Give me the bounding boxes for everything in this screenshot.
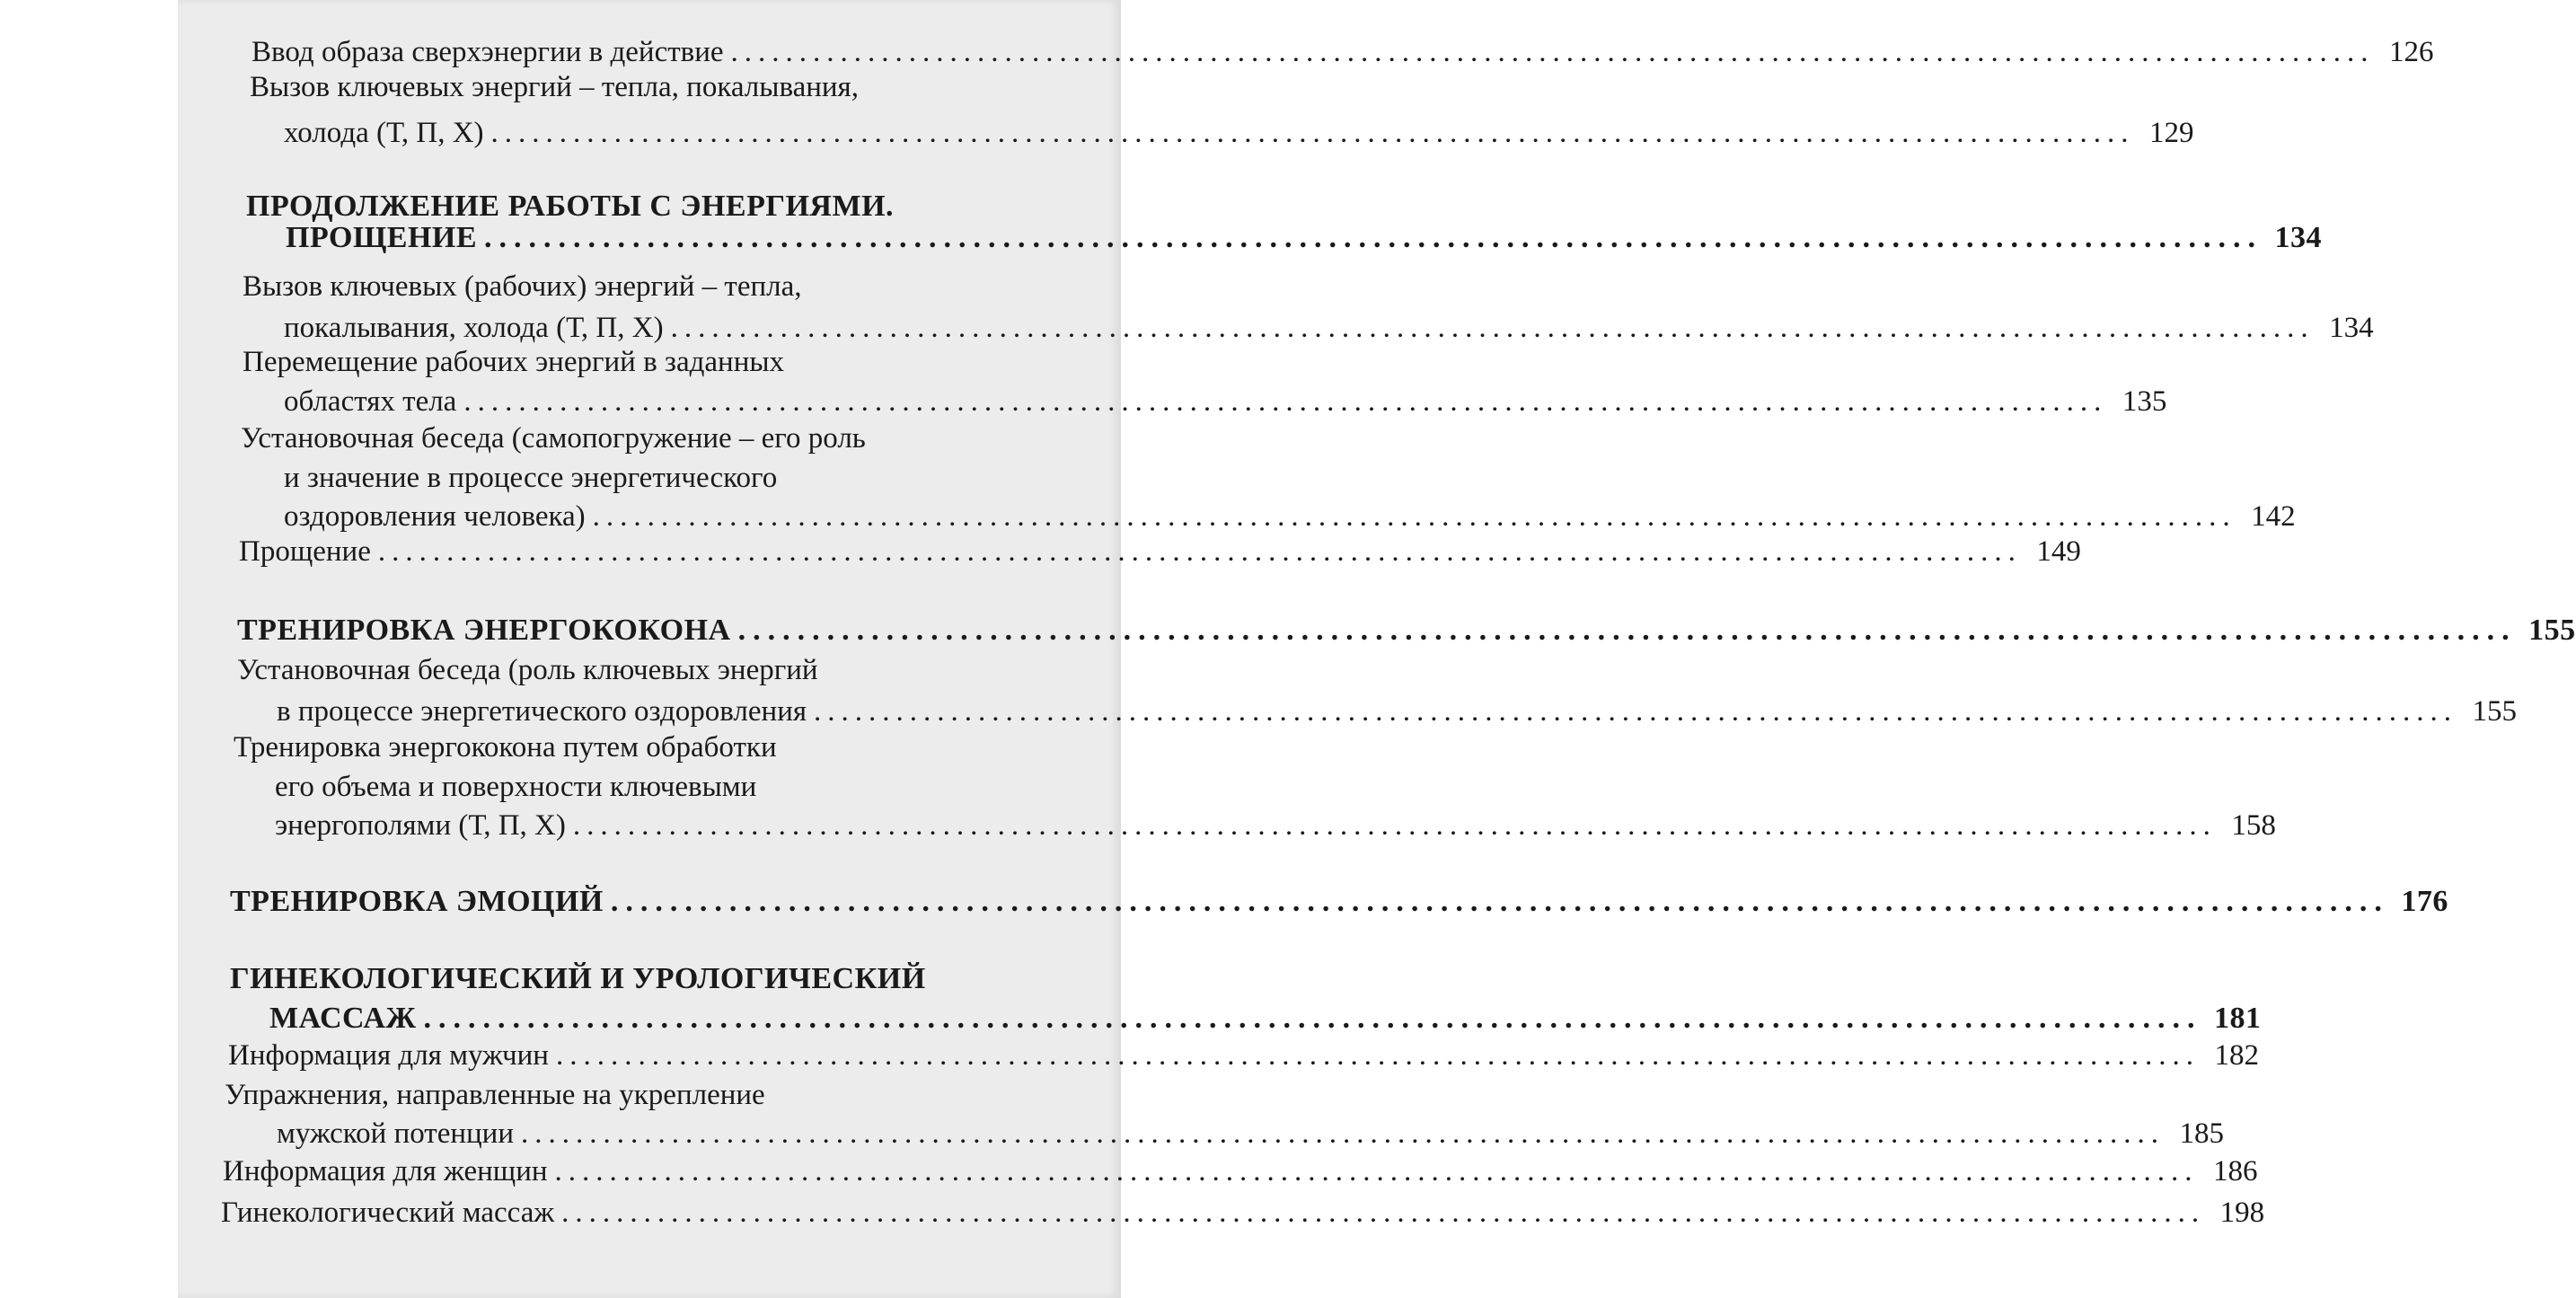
toc-page-number: 158 bbox=[2231, 809, 2276, 842]
toc-entry bbox=[225, 1075, 1087, 1113]
toc-entry-continuation bbox=[284, 497, 2296, 534]
leader-dots: ........................................................................................................................ bbox=[670, 312, 2315, 344]
leader-dots: ........................................................................................................................ bbox=[554, 1155, 2199, 1188]
leader-dots: ........................................................................................................................ bbox=[592, 500, 2236, 533]
toc-page-number: 185 bbox=[2179, 1117, 2224, 1150]
leader-dots: ........................................................................................................................ bbox=[730, 36, 2375, 68]
toc-entry bbox=[237, 650, 1103, 688]
toc-section-heading bbox=[230, 959, 1092, 997]
toc-entry-continuation bbox=[284, 382, 2167, 419]
leader-dots: ........................................................................................................................ bbox=[521, 1117, 2165, 1150]
toc-page-number: 126 bbox=[2389, 36, 2434, 68]
leader-dots: ........................................................................................................................ bbox=[484, 221, 2263, 254]
toc-entry-title: его объема и поверхности ключевыми bbox=[275, 771, 757, 803]
toc-section-heading bbox=[230, 882, 2448, 920]
toc-page-number: 134 bbox=[2274, 221, 2323, 254]
toc-entry bbox=[243, 267, 1103, 305]
toc-entry-continuation bbox=[284, 113, 2194, 151]
toc-page-number: 182 bbox=[2214, 1039, 2259, 1072]
leader-dots: ........................................................................................................................ bbox=[423, 1002, 2202, 1035]
toc-section-title: ТРЕНИРОВКА ЭНЕРГОКОКОНА bbox=[237, 614, 731, 647]
toc-entry-title: Ввод образа сверхэнергии в действие bbox=[251, 36, 724, 68]
toc-entry-title: энергополями (Т, П, Х) bbox=[275, 809, 566, 842]
leader-dots: ........................................................................................................................ bbox=[463, 385, 2108, 418]
toc-entry-title: покалывания, холода (Т, П, Х) bbox=[284, 312, 664, 344]
toc-section-title: МАССАЖ bbox=[269, 1002, 417, 1035]
toc-page-number: 129 bbox=[2149, 117, 2194, 149]
toc-entry-title: Информация для мужчин bbox=[228, 1039, 549, 1072]
toc-entry bbox=[243, 342, 1103, 380]
toc-entry-title: Тренировка энергококона путем обработки bbox=[234, 731, 777, 764]
toc-entry-title: Упражнения, направленные на укрепление bbox=[225, 1079, 765, 1111]
leader-dots: ........................................................................................................................ bbox=[561, 1196, 2206, 1229]
leader-dots: ........................................................................................................................ bbox=[814, 695, 2458, 728]
toc-entry-title: Установочная беседа (роль ключевых энергий bbox=[237, 654, 818, 686]
toc-entry-title: областях тела bbox=[284, 385, 457, 418]
toc-page-number: 186 bbox=[2213, 1155, 2258, 1188]
toc-page-number: 135 bbox=[2122, 385, 2167, 418]
toc-entry-continuation bbox=[277, 692, 2518, 729]
leader-dots: ........................................................................................................................ bbox=[572, 809, 2217, 842]
leader-dots: ........................................................................................................................ bbox=[737, 614, 2517, 647]
toc-page-number: 155 bbox=[2472, 695, 2518, 728]
toc-entry-title: холода (Т, П, Х) bbox=[284, 117, 484, 149]
toc-entry bbox=[223, 1152, 2258, 1189]
toc-entry-continuation bbox=[284, 308, 2374, 346]
toc-entry-title: оздоровления человека) bbox=[284, 500, 586, 533]
toc-page-number: 155 bbox=[2528, 614, 2576, 647]
toc-page-number: 198 bbox=[2219, 1196, 2265, 1229]
book-page bbox=[178, 0, 2576, 1298]
toc-entry-title: Информация для женщин bbox=[223, 1155, 548, 1188]
toc-page-number: 181 bbox=[2214, 1002, 2262, 1035]
leader-dots: ........................................................................................................................ bbox=[610, 885, 2389, 918]
leader-dots: ........................................................................................................................ bbox=[490, 117, 2135, 149]
toc-entry-continuation bbox=[284, 458, 1099, 496]
toc-entry-title: Перемещение рабочих энергий в заданных bbox=[243, 346, 785, 378]
toc-entry-title: мужской потенции bbox=[277, 1117, 514, 1150]
toc-entry bbox=[239, 532, 2081, 570]
toc-entry-continuation bbox=[275, 767, 1099, 805]
toc-page-number: 149 bbox=[2036, 535, 2081, 568]
toc-entry bbox=[241, 419, 1103, 456]
toc-page-number: 142 bbox=[2251, 500, 2296, 533]
toc-entry-continuation bbox=[277, 1114, 2224, 1152]
toc-entry-title: Установочная беседа (самопогружение – его роль bbox=[241, 422, 866, 455]
toc-page-number: 134 bbox=[2329, 312, 2374, 344]
table-of-contents bbox=[178, 0, 2576, 1298]
leader-dots: ........................................................................................................................ bbox=[555, 1039, 2200, 1072]
toc-entry-title: Гинекологический массаж bbox=[221, 1196, 555, 1229]
toc-entry bbox=[228, 1036, 2259, 1073]
leader-dots: ........................................................................................................................ bbox=[377, 535, 2022, 568]
toc-section-heading bbox=[237, 611, 2576, 649]
toc-entry-title: в процессе энергетического оздоровления bbox=[277, 695, 807, 728]
toc-section-title: ГИНЕКОЛОГИЧЕСКИЙ И УРОЛОГИЧЕСКИЙ bbox=[230, 962, 926, 995]
toc-section-heading bbox=[269, 999, 2262, 1037]
toc-entry-title: и значение в процессе энергетического bbox=[284, 462, 778, 494]
toc-section-heading bbox=[286, 218, 2323, 256]
toc-page-number: 176 bbox=[2401, 885, 2448, 918]
toc-entry bbox=[251, 32, 2434, 70]
toc-section-title: ПРОЩЕНИЕ bbox=[286, 221, 478, 254]
toc-entry-title: Вызов ключевых энергий – тепла, покалывания, bbox=[250, 71, 859, 103]
toc-entry-continuation bbox=[275, 806, 2276, 843]
toc-entry bbox=[221, 1193, 2265, 1231]
toc-entry bbox=[234, 728, 1099, 765]
toc-entry bbox=[250, 67, 1103, 105]
toc-section-title: ПРОДОЛЖЕНИЕ РАБОТЫ С ЭНЕРГИЯМИ. bbox=[246, 190, 895, 223]
toc-entry-title: Вызов ключевых (рабочих) энергий – тепла, bbox=[243, 270, 802, 303]
toc-entry-title: Прощение bbox=[239, 535, 371, 568]
toc-section-title: ТРЕНИРОВКА ЭМОЦИЙ bbox=[230, 885, 604, 918]
